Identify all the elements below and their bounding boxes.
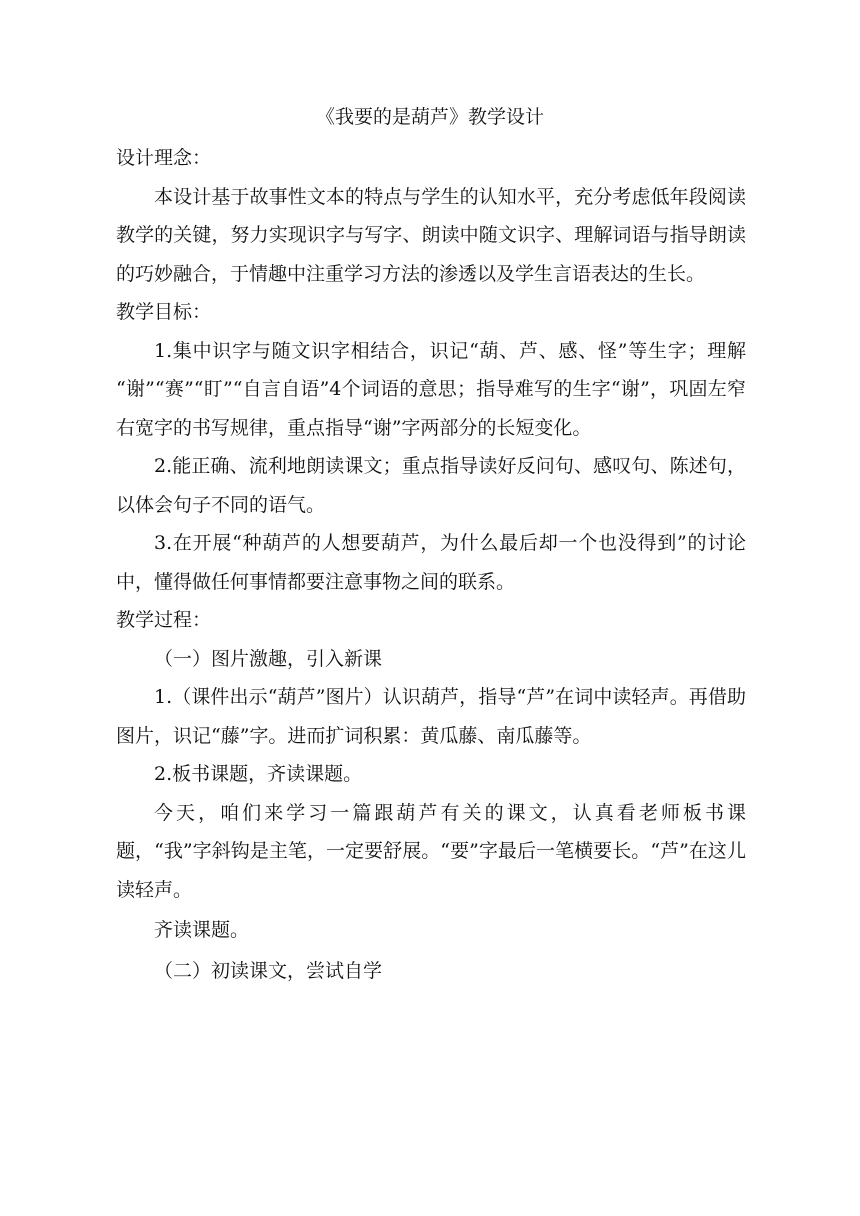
paragraph-goal-2: 2.能正确、流利地朗读课文；重点指导读好反问句、感叹句、陈述句，以体会句子不同的语气。 [116, 455, 746, 516]
paragraph-process-1: 1.（课件出示“葫芦”图片）认识葫芦，指导“芦”在词中读轻声。再借助图片，识记“藤”字。进而扩词积累：黄瓜藤、南瓜藤等。 [116, 686, 746, 747]
paragraph-process-3: 今天，咱们来学习一篇跟葫芦有关的课文，认真看老师板书课题，“我”字斜钩是主笔，一定要舒展。“要”字最后一笔横要长。“芦”在这儿读轻声。 [116, 801, 746, 901]
paragraph-process-2: 2.板书课题，齐读课题。 [154, 763, 363, 785]
subheading-part-2: （二）初读课文，尝试自学 [154, 959, 383, 982]
section-heading-teaching-process: 教学过程： [116, 609, 212, 631]
paragraph-design-concept: 本设计基于故事性文本的特点与学生的认知水平，充分考虑低年段阅读教学的关键，努力实现识字与写字、朗读中随文识字、理解词语与指导朗读的巧妙融合，于情趣中注重学习方法的渗透以及学生言语表达的生长。 [116, 185, 746, 285]
document-title: 《我要的是葫芦》教学设计 [315, 106, 544, 128]
subheading-part-1: （一）图片激趣，引入新课 [154, 647, 383, 670]
paragraph-goal-1: 1.集中识字与随文识字相结合，识记“葫、芦、感、怪”等生字；理解 “谢”“赛”“盯”“自言自语”4个词语的意思；指导难写的生字“谢”，巩固左窄右宽字的书写规律，重点指导“谢”字两部分的长短变化。 [116, 339, 746, 439]
paragraph-goal-3: 3.在开展“种葫芦的人想要葫芦，为什么最后却一个也没得到”的讨论中，懂得做任何事情都要注意事物之间的联系。 [116, 532, 746, 593]
paragraph-process-4: 齐读课题。 [154, 919, 250, 941]
document-body [116, 139, 746, 990]
section-heading-design-concept: 设计理念： [116, 147, 212, 169]
section-heading-teaching-goals: 教学目标： [116, 301, 212, 323]
